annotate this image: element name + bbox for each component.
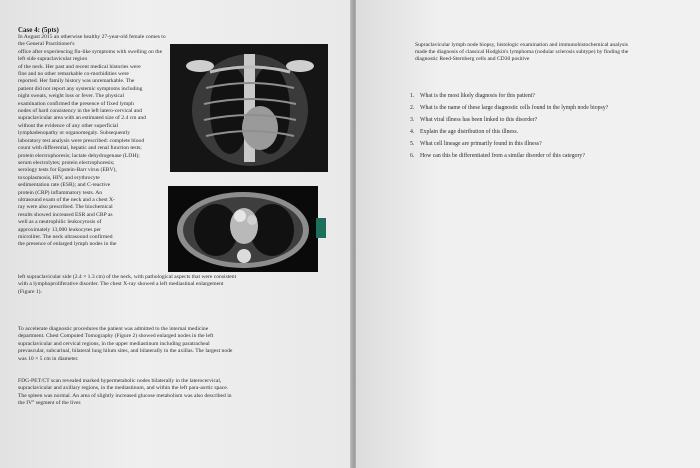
- case-title: Case 4: (5pts): [18, 26, 59, 34]
- question-list: [410, 90, 690, 162]
- case-pet-findings: FDG-PET/CT scan revealed marked hypermetabolic nodes bilaterally in the laterocervical, supraclavicular and axillary regions, in the mediastinum, and within the left para-aortic space. The spleen was normal. An area of slightly increased glucose metabolism was also described in the IV° segment of the liver.: [18, 378, 232, 407]
- question-item: 1. What is the most likely diagnosis for this patient?: [410, 93, 535, 99]
- image-viewer-marker: [316, 218, 326, 238]
- case-description-column: In August 2015 an otherwise healthy 27-year-old female comes to the General Practitioner's office after experiencing flu-like symptoms with swelling on the left side supraclavicular region of the neck. Her past and recent medical histories were fine and no other remarkable co-morbidities were reported. Her family history was unremarkable. The patient did not report any systemic symptoms including night sweats, weight loss or fever. The physical examination confirmed the presence of fixed lymph nodes of hard consistency in the left latero-cervical and supraclavicular area with an estimated size of 2.4 cm and without the evidence of any other superficial lymphadenopathy or organomegaly. Subsequently laboratory test analysis were prescribed: complete blood count with differential, hepatic and renal function tests; protein electrophoresis; lactate dehydrogenase (LDH); serum electrolytes; protein electrophoresis; serology tests for Epstein-Barr virus (EBV), toxoplasmosis, HIV, and erythrocyte sedimentation rate (ESR); and C-reactive protein (CRP) inflammatory tests. An ultrasound exam of the neck and a chest X- ray were also prescribed. The biochemical results showed increased ESR and CRP as well as a neutrophilic leukocytosis of approximately 13,000 leukocytes per microliter. The neck ultrasound confirmed the presence of enlarged lymph nodes in the: [18, 34, 166, 248]
- question-item: 5. What cell lineage are primarily found in this illness?: [410, 141, 542, 147]
- biopsy-summary: Supraclavicular lymph node biopsy, histologic examination and immunohistochemical analysis made the diagnosis of classical Hodgkin's lymphoma (nodular sclerosis subtype) by finding the diagnostic Reed-Sternberg cells and CD30 positive: [415, 42, 629, 62]
- question-item: 4. Explain the age distribution of this illness.: [410, 129, 519, 135]
- question-item: 6. How can this be differentiated from a similar disorder of this category?: [410, 153, 585, 159]
- case-description-continued: left supraclavicular side (2.4 × 1.3 cm) of the neck, with pathological aspects that were consistent with a lymphoproliferative disorder. The chest X-ray showed a left mediastinal enlargement (Figure 1).: [18, 274, 237, 295]
- right-page: [356, 0, 700, 468]
- chest-xray-figure: [170, 44, 328, 172]
- chest-ct-figure: [168, 186, 318, 272]
- question-item: 2. What is the name of these large diagnostic cells found in the lymph node biopsy?: [410, 105, 609, 111]
- question-item: 3. What viral illness has been linked to this disorder?: [410, 117, 538, 123]
- case-ct-findings: To accelerate diagnostic procedures the patient was admitted to the internal medicine department. Chest Computed Tomography (Figure 2) showed enlarged nodes in the left supraclavicular and cervical regions, in the upper mediastinum including paratracheal prevascular, subcarinal, bilateral lung hilum sites, and bilaterally in the axillas. The largest node was 10 × 5 cm in diameter.: [18, 326, 233, 362]
